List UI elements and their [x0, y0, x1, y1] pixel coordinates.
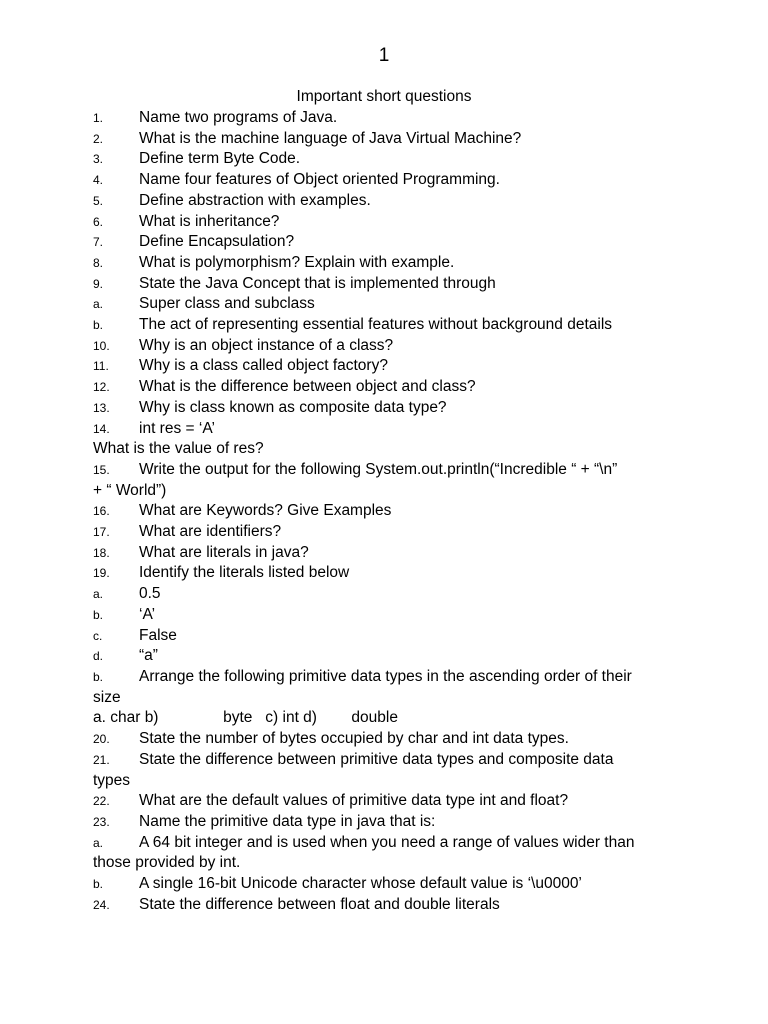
- item-number: 20.: [93, 732, 110, 747]
- item-number: b.: [93, 607, 104, 622]
- list-item: [93, 626, 683, 647]
- question-continuation: those provided by int.: [93, 854, 241, 872]
- item-text: Define term Byte Code.: [139, 150, 301, 168]
- item-text: A 64 bit integer and is used when you need a range of values wider than: [139, 833, 635, 851]
- list-item: [93, 563, 683, 584]
- item-number: 14.: [93, 421, 110, 436]
- item-number: 3.: [93, 152, 104, 167]
- item-text: Why is a class called object factory?: [139, 357, 388, 375]
- item-text: ‘A’: [139, 605, 156, 623]
- item-text: State the difference between primitive data types and composite data: [139, 750, 614, 768]
- list-item: [93, 232, 683, 253]
- item-text: int res = ‘A’: [139, 419, 215, 437]
- item-number: 18.: [93, 545, 110, 560]
- item-number: 13.: [93, 400, 110, 415]
- list-item: [93, 646, 683, 667]
- list-item: [93, 522, 683, 543]
- list-item: [93, 356, 683, 377]
- item-number: d.: [93, 649, 104, 664]
- item-text: Super class and subclass: [139, 295, 315, 313]
- item-number: 15.: [93, 462, 110, 477]
- item-number: 6.: [93, 214, 104, 229]
- item-text: Name the primitive data type in java that is:: [139, 812, 436, 830]
- list-item: [93, 833, 683, 854]
- item-number: 11.: [93, 359, 109, 374]
- document-heading: Important short questions: [296, 88, 472, 105]
- item-text: State the Java Concept that is implemented through: [139, 274, 496, 292]
- list-item: [93, 895, 683, 916]
- item-number: 24.: [93, 897, 110, 912]
- question-continuation: + “ World”): [93, 481, 167, 499]
- list-item: [93, 315, 683, 336]
- item-number: a.: [93, 835, 104, 850]
- question-continuation: size: [93, 688, 121, 706]
- item-text: Identify the literals listed below: [139, 564, 350, 582]
- list-item: [93, 336, 683, 357]
- item-text: 0.5: [139, 585, 161, 603]
- item-number: 10.: [93, 338, 110, 353]
- item-text: What is the difference between object and class?: [139, 378, 476, 396]
- item-text: Define Encapsulation?: [139, 233, 295, 251]
- item-text: Why is class known as composite data type?: [139, 398, 447, 416]
- list-item: [93, 129, 683, 150]
- list-item: [93, 667, 683, 688]
- list-item: [93, 791, 683, 812]
- item-text: Why is an object instance of a class?: [139, 336, 394, 354]
- item-number: a.: [93, 587, 104, 602]
- list-item: [93, 750, 683, 771]
- item-number: 17.: [93, 525, 110, 540]
- item-number: 23.: [93, 814, 110, 829]
- list-item: [93, 398, 683, 419]
- list-item: [93, 274, 683, 295]
- item-text: False: [139, 626, 177, 644]
- list-item: [93, 108, 683, 129]
- list-item: [93, 729, 683, 750]
- item-text: Name two programs of Java.: [139, 109, 338, 126]
- item-number: a.: [93, 297, 104, 312]
- item-text: What are literals in java?: [139, 543, 309, 561]
- item-text: What is the machine language of Java Virtual Machine?: [139, 129, 522, 147]
- item-text: Write the output for the following System.out.println(“Incredible “ + “\n”: [139, 460, 618, 478]
- item-number: 4.: [93, 173, 104, 188]
- list-item: [93, 294, 683, 315]
- list-item: [93, 605, 683, 626]
- item-number: 12.: [93, 380, 110, 395]
- item-text: What is polymorphism? Explain with example.: [139, 253, 455, 271]
- item-number: 21.: [93, 752, 110, 767]
- item-text: Define abstraction with examples.: [139, 191, 371, 209]
- list-item: [93, 874, 683, 895]
- item-text: The act of representing essential features without background details: [139, 316, 613, 334]
- item-text: What are the default values of primitive data type int and float?: [139, 792, 569, 810]
- item-text: A single 16-bit Unicode character whose default value is ‘\u0000’: [139, 875, 582, 893]
- item-number: 22.: [93, 794, 110, 809]
- item-number: c.: [93, 628, 103, 643]
- question-continuation: What is the value of res?: [93, 440, 264, 458]
- item-text: What are identifiers?: [139, 523, 282, 541]
- page-number: 1: [378, 45, 390, 66]
- question-continuation: a. char b) byte c) int d) double: [93, 709, 398, 727]
- item-text: State the number of bytes occupied by char and int data types.: [139, 730, 569, 748]
- list-item: [93, 543, 683, 564]
- item-number: 7.: [93, 235, 104, 250]
- item-number: 19.: [93, 566, 110, 581]
- item-number: 1.: [93, 111, 104, 125]
- item-text: Name four features of Object oriented Programming.: [139, 171, 500, 189]
- question-continuation: types: [93, 771, 131, 789]
- item-number: b.: [93, 669, 104, 684]
- list-item: [93, 377, 683, 398]
- item-text: What is inheritance?: [139, 212, 280, 230]
- list-item: [93, 253, 683, 274]
- item-number: 2.: [93, 131, 104, 146]
- list-item: [93, 149, 683, 170]
- list-item: [93, 191, 683, 212]
- item-text: State the difference between float and double literals: [139, 895, 500, 913]
- item-number: 8.: [93, 255, 104, 270]
- list-item: [93, 501, 683, 522]
- list-item: [93, 419, 683, 440]
- list-item: [93, 212, 683, 233]
- item-number: 5.: [93, 193, 104, 208]
- item-text: “a”: [139, 647, 158, 665]
- list-item: [93, 812, 683, 833]
- item-number: b.: [93, 877, 104, 892]
- question-list: [93, 108, 683, 915]
- list-item: [93, 170, 683, 191]
- item-text: Arrange the following primitive data types in the ascending order of their: [139, 667, 632, 685]
- item-number: b.: [93, 318, 104, 333]
- list-item: [93, 584, 683, 605]
- list-item: [93, 460, 683, 481]
- item-number: 9.: [93, 276, 104, 291]
- item-text: What are Keywords? Give Examples: [139, 502, 392, 520]
- item-number: 16.: [93, 504, 110, 519]
